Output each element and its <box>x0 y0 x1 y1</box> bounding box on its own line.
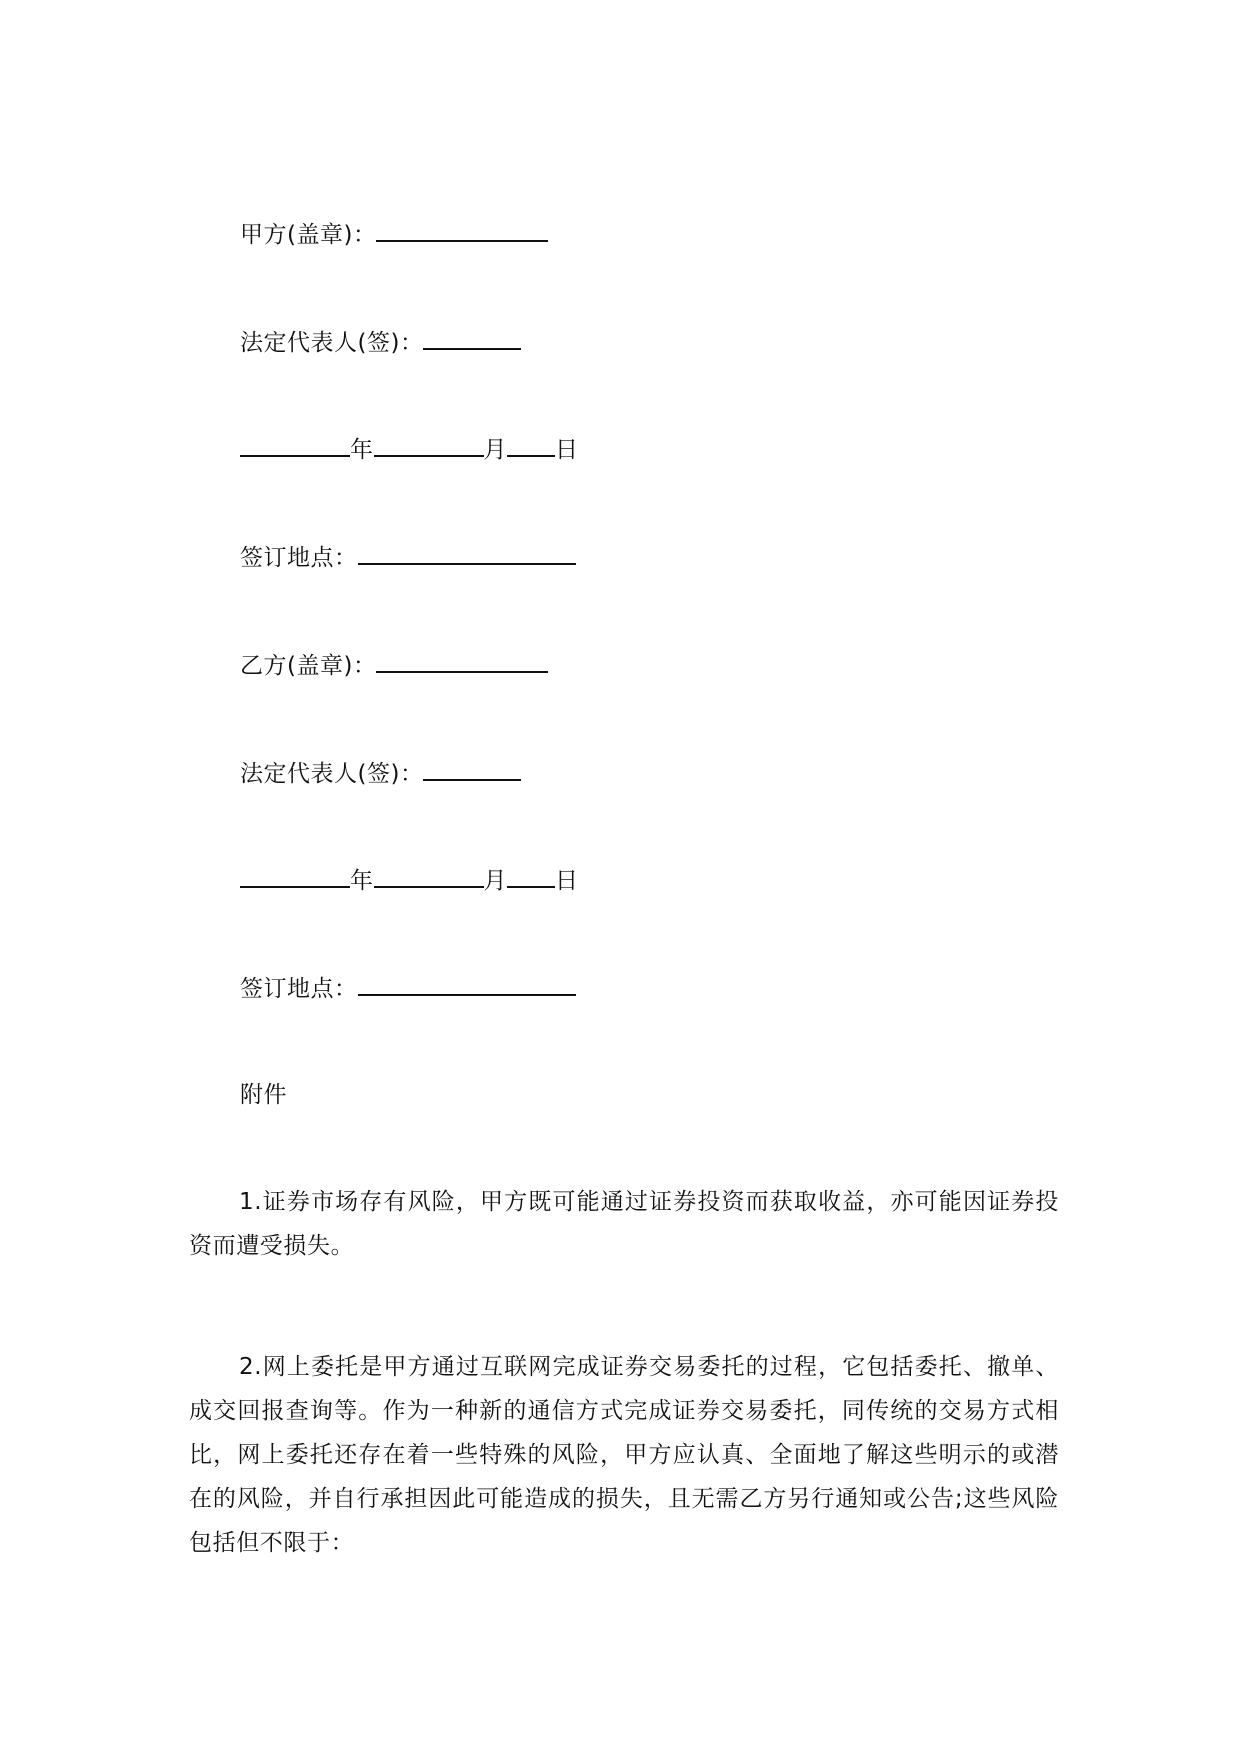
party-b-day-blank[interactable] <box>507 864 555 888</box>
party-b-rep-line <box>240 757 521 789</box>
appendix-item-2-text: 2.网上委托是甲方通过互联网完成证券交易委托的过程，它包括委托、撤单、成交回报查询等。作为一种新的通信方式完成证券交易委托，同传统的交易方式相比，网上委托还存在着一些特殊的风险，甲方应认真、全面地了解这些明示的或潜在的风险，并自行承担因此可能造成的损失，且无需乙方另行通知或公告;这些风险包括但不限于： <box>189 1354 1059 1556</box>
party-a-place-label: 签订地点： <box>240 545 358 571</box>
party-a-month-label: 月 <box>483 437 507 463</box>
party-b-rep-label: 法定代表人(签)： <box>240 761 424 787</box>
party-b-place-label: 签订地点： <box>240 976 358 1002</box>
party-a-place-blank[interactable] <box>358 541 576 565</box>
party-a-date-line <box>240 433 579 465</box>
party-a-year-label: 年 <box>350 437 374 463</box>
party-a-day-label: 日 <box>555 437 579 463</box>
party-a-month-blank[interactable] <box>374 433 484 457</box>
party-b-seal-blank[interactable] <box>376 649 548 673</box>
party-b-seal-line <box>240 649 548 681</box>
party-b-year-blank[interactable] <box>240 864 350 888</box>
appendix-item-1 <box>189 1180 1059 1268</box>
party-a-rep-label: 法定代表人(签)： <box>240 330 424 356</box>
party-a-rep-blank[interactable] <box>423 326 521 350</box>
party-b-place-line <box>240 972 576 1004</box>
party-a-year-blank[interactable] <box>240 433 350 457</box>
party-b-day-label: 日 <box>555 868 579 894</box>
party-a-seal-line <box>240 218 548 250</box>
party-a-place-line <box>240 541 576 573</box>
party-a-seal-blank[interactable] <box>376 218 548 242</box>
party-b-seal-label: 乙方(盖章)： <box>240 653 377 679</box>
appendix-title: 附件 <box>240 1082 287 1108</box>
party-a-rep-line <box>240 326 521 358</box>
party-b-date-line <box>240 864 579 896</box>
party-a-seal-label: 甲方(盖章)： <box>240 222 377 248</box>
party-b-rep-blank[interactable] <box>423 757 521 781</box>
appendix-item-1-text: 1.证券市场存有风险，甲方既可能通过证券投资而获取收益，亦可能因证券投资而遭受损失。 <box>189 1189 1059 1259</box>
party-a-day-blank[interactable] <box>507 433 555 457</box>
party-b-year-label: 年 <box>350 868 374 894</box>
appendix-item-2 <box>189 1345 1059 1565</box>
party-b-place-blank[interactable] <box>358 972 576 996</box>
party-b-month-blank[interactable] <box>374 864 484 888</box>
party-b-month-label: 月 <box>483 868 507 894</box>
